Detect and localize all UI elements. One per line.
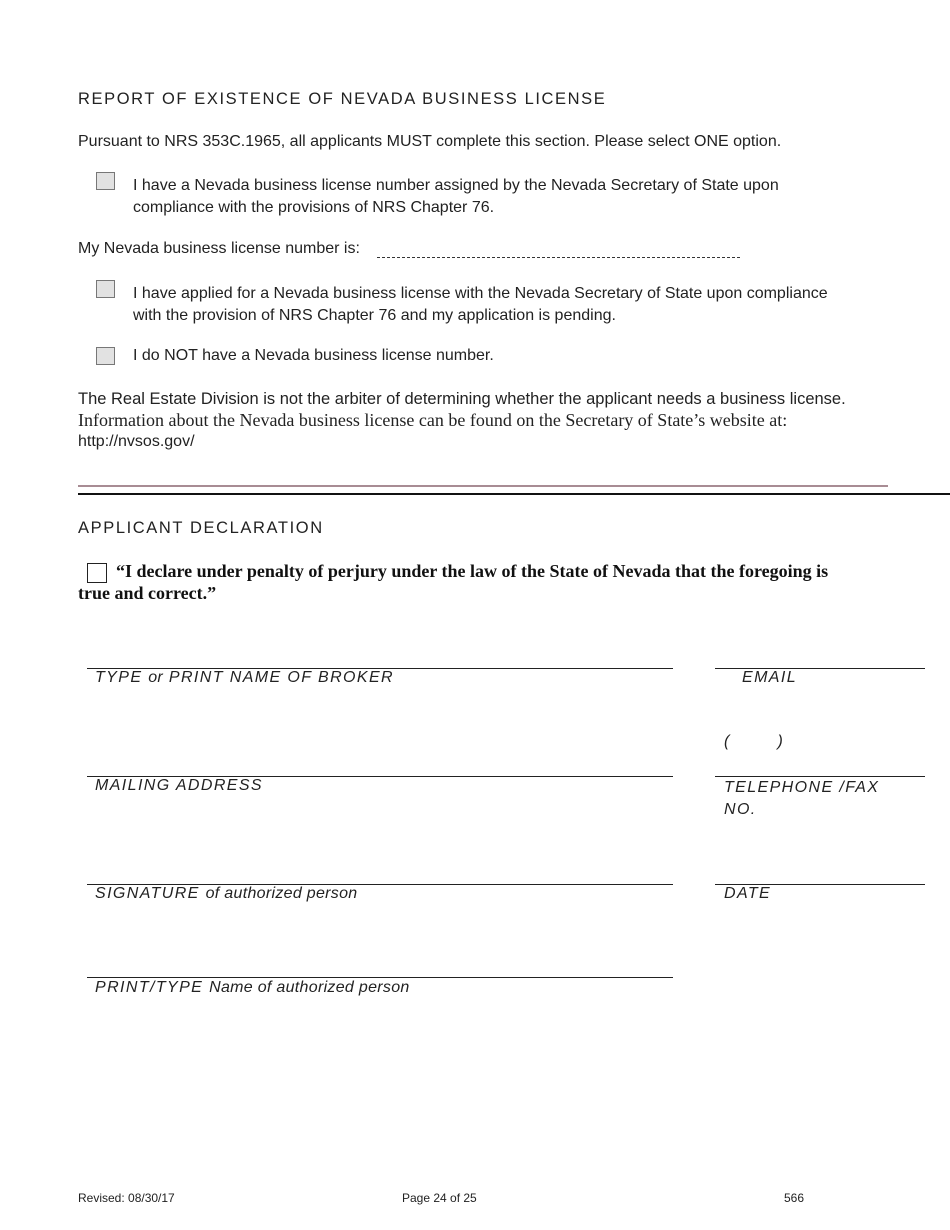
business-license-note-line2: Information about the Nevada business license can be found on the Secretary of State’s website at: bbox=[78, 410, 788, 430]
footer-form-number: 566 bbox=[784, 1191, 805, 1205]
nvsos-link[interactable]: http://nvsos.gov/ bbox=[78, 433, 195, 450]
license-number-label: My Nevada business license number is: bbox=[78, 240, 360, 257]
broker-name-label-part1: TYPE bbox=[95, 669, 149, 686]
option-applied-line1: I have applied for a Nevada business license with the Nevada Secretary of State upon compliance bbox=[133, 285, 828, 302]
option-applied-checkbox[interactable] bbox=[96, 280, 115, 298]
option-has-license-label bbox=[133, 175, 779, 219]
option-applied-line2: with the provision of NRS Chapter 76 and my application is pending. bbox=[133, 307, 616, 324]
declaration-section-title: APPLICANT DECLARATION bbox=[78, 519, 324, 537]
declaration-checkbox[interactable] bbox=[87, 563, 107, 583]
license-section-title: REPORT OF EXISTENCE OF NEVADA BUSINESS LICENSE bbox=[78, 90, 607, 108]
broker-name-label bbox=[95, 669, 394, 687]
option-no-license-checkbox[interactable] bbox=[96, 347, 115, 365]
declaration-statement-line2: true and correct.” bbox=[78, 583, 217, 603]
signature-label-part1: SIGNATURE bbox=[95, 885, 206, 902]
option-has-license-line2: compliance with the provisions of NRS Chapter 76. bbox=[133, 199, 495, 216]
option-no-license-label: I do NOT have a Nevada business license number. bbox=[133, 347, 494, 364]
license-number-input[interactable] bbox=[377, 241, 740, 258]
option-has-license-line1: I have a Nevada business license number assigned by the Nevada Secretary of State upon bbox=[133, 177, 779, 194]
footer-page-number: Page 24 of 25 bbox=[402, 1191, 477, 1205]
email-label: EMAIL bbox=[742, 669, 798, 686]
print-name-label-part2: Name of authorized person bbox=[209, 979, 410, 996]
broker-name-label-part3: PRINT NAME OF BROKER bbox=[163, 669, 394, 686]
option-applied-label bbox=[133, 283, 828, 327]
broker-name-label-part2: or bbox=[148, 669, 164, 686]
print-name-input[interactable] bbox=[87, 977, 673, 978]
declaration-statement-line1: “I declare under penalty of perjury under the law of the State of Nevada that the foregoing is bbox=[116, 561, 829, 581]
signature-label bbox=[95, 885, 357, 903]
license-instruction: Pursuant to NRS 353C.1965, all applicants MUST complete this section. Please select ONE option. bbox=[78, 133, 782, 150]
option-has-license-checkbox[interactable] bbox=[96, 172, 115, 190]
phone-area-code: ( ) bbox=[724, 733, 785, 750]
section-divider-accent bbox=[78, 485, 888, 487]
telephone-label bbox=[724, 777, 879, 821]
telephone-label-line2: NO. bbox=[724, 801, 757, 818]
print-name-label-part1: PRINT/TYPE bbox=[95, 979, 210, 996]
telephone-label-line1: TELEPHONE /FAX bbox=[724, 779, 880, 796]
section-divider bbox=[78, 493, 950, 495]
footer-revised-date: Revised: 08/30/17 bbox=[78, 1191, 175, 1205]
signature-label-part2: of authorized person bbox=[205, 885, 358, 902]
mailing-address-label: MAILING ADDRESS bbox=[95, 777, 263, 794]
print-name-label bbox=[95, 979, 410, 997]
business-license-note-line1: The Real Estate Division is not the arbiter of determining whether the applicant needs a business license. bbox=[78, 390, 846, 408]
date-label: DATE bbox=[724, 885, 772, 902]
